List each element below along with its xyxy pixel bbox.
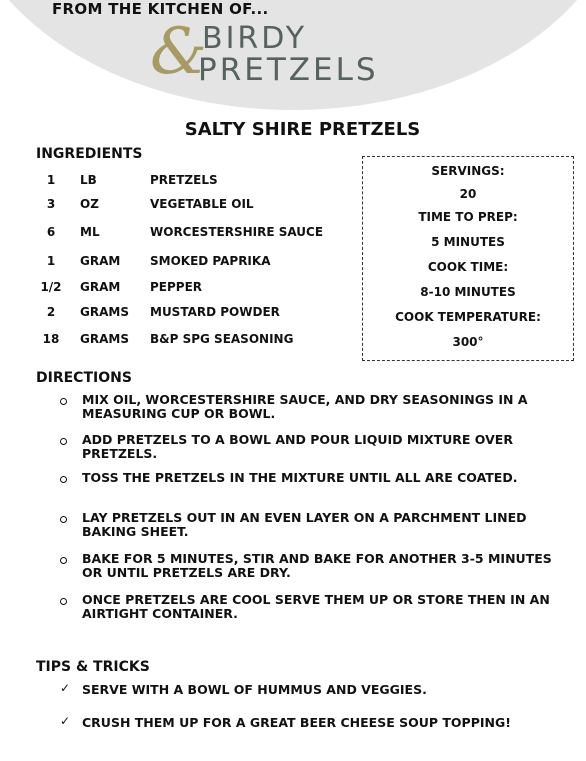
ingredient-qty: 3 [46, 197, 56, 211]
ingredient-unit: GRAM [80, 254, 121, 268]
cook-time-label: COOK TIME: [427, 260, 509, 274]
circle-bullet-icon [60, 598, 67, 605]
circle-bullet-icon [60, 516, 67, 523]
ingredient-qty: 2 [46, 305, 56, 319]
checkmark-icon: ✓ [60, 714, 71, 728]
circle-bullet-icon [60, 476, 67, 483]
circle-bullet-icon [60, 438, 67, 445]
cook-time-value: 8-10 MINUTES [420, 285, 516, 299]
circle-bullet-icon [60, 398, 67, 405]
servings-value: 20 [459, 187, 477, 201]
tips-heading: TIPS & TRICKS [36, 659, 150, 675]
recipe-title: SALTY SHIRE PRETZELS [184, 119, 421, 140]
prep-time-value: 5 MINUTES [431, 235, 505, 249]
tip-text: SERVE WITH A BOWL OF HUMMUS AND VEGGIES. [82, 682, 427, 697]
ingredient-unit: GRAMS [80, 332, 129, 346]
ingredient-name: PRETZELS [150, 173, 218, 187]
servings-label: SERVINGS: [431, 164, 505, 178]
circle-bullet-icon [60, 557, 67, 564]
ingredient-name: SMOKED PAPRIKA [150, 254, 271, 268]
ingredient-unit: ML [80, 225, 100, 239]
direction-step-text: ONCE PRETZELS ARE COOL SERVE THEM UP OR STORE THEN IN AN AIRTIGHT CONTAINER. [82, 592, 550, 621]
ingredient-name: WORCESTERSHIRE SAUCE [150, 225, 324, 239]
direction-step-text: BAKE FOR 5 MINUTES, STIR AND BAKE FOR ANOTHER 3-5 MINUTES OR UNTIL PRETZELS ARE DRY. [82, 551, 552, 580]
ingredient-unit: GRAMS [80, 305, 129, 319]
ingredient-qty: 6 [46, 225, 56, 239]
direction-step-text: TOSS THE PRETZELS IN THE MIXTURE UNTIL ALL ARE COATED. [82, 470, 518, 485]
checkmark-icon: ✓ [60, 681, 71, 695]
ingredient-name: MUSTARD POWDER [150, 305, 280, 319]
ingredient-qty: 18 [42, 332, 60, 346]
logo-word-birdy: BIRDY [202, 21, 308, 56]
ingredient-unit: OZ [80, 197, 99, 211]
brand-logo [150, 15, 430, 92]
ingredient-qty: 1/2 [40, 280, 62, 294]
logo-word-pretzels: PRETZELS [198, 52, 379, 88]
cook-temp-label: COOK TEMPERATURE: [395, 310, 541, 324]
ingredient-qty: 1 [46, 254, 56, 268]
ingredient-unit: GRAM [80, 280, 121, 294]
prep-time-label: TIME TO PREP: [418, 210, 518, 224]
direction-step-text: LAY PRETZELS OUT IN AN EVEN LAYER ON A PARCHMENT LINED BAKING SHEET. [82, 510, 527, 539]
directions-heading: DIRECTIONS [36, 370, 132, 386]
recipe-info-box [362, 156, 574, 361]
logo-ampersand: & [150, 15, 207, 89]
tip-text: CRUSH THEM UP FOR A GREAT BEER CHEESE SOUP TOPPING! [82, 715, 511, 730]
ingredient-unit: LB [80, 173, 97, 187]
ingredient-qty: 1 [46, 173, 56, 187]
ingredient-name: PEPPER [150, 280, 203, 294]
ingredients-heading: INGREDIENTS [36, 146, 143, 162]
cook-temp-value: 300° [452, 335, 484, 349]
direction-step-text: MIX OIL, WORCESTERSHIRE SAUCE, AND DRY SEASONINGS IN A MEASURING CUP OR BOWL. [82, 392, 528, 421]
kitchen-label: FROM THE KITCHEN OF... [52, 0, 269, 18]
direction-step-text: ADD PRETZELS TO A BOWL AND POUR LIQUID MIXTURE OVER PRETZELS. [82, 432, 513, 461]
ingredient-name: VEGETABLE OIL [150, 197, 254, 211]
ingredient-name: B&P SPG SEASONING [150, 332, 294, 346]
